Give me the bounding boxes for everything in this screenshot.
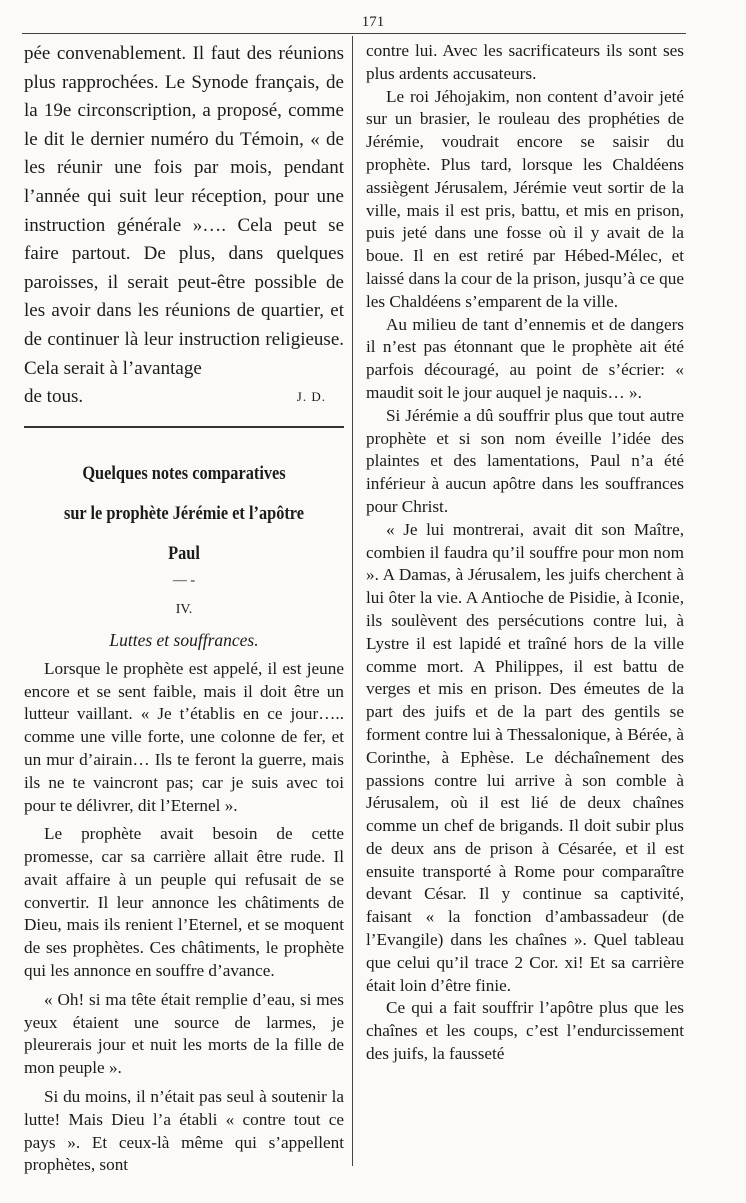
header-rule (22, 33, 686, 34)
title-dash: — - (172, 572, 196, 588)
intro-paragraph: pée convenablement. Il faut des réunions plus rapprochées. Le Synode français, de la 19e circonscription, a proposé, comme le dit le dernier numéro du Témoin, « de les réunir une fois par mois, pendant l’année qui suit leur réception, pour une instruction générale »…. Cela peut se faire partout. De plus, dans quelques paroisses, il serait peut-être possible de les avoir dans les réunions de quartier, et de continuer là leur instruction religieuse. Cela serait à l’avantage (24, 43, 344, 379)
section-number: IV. (175, 601, 193, 617)
closing-line (24, 383, 344, 412)
body-paragraph: Le prophète avait besoin de cette promesse, car sa carrière allait être rude. Il avait affaire à un peuple qui refusait de se convertir. Il leur annonce les châtiments de Dieu, mais ils renient l’Eternel, et se moquent de ses prophètes. Ces châtiments, le prophète qui les annonce en souffre d’avance. (24, 824, 344, 981)
article-title-line-2: sur le prophète Jérémie et l’apôtre Paul (63, 502, 305, 564)
body-paragraph: Ce qui a fait souffrir l’apôtre plus que les chaînes et les coups, c’est l’endurcissement des juifs, la fausseté (366, 998, 684, 1064)
body-paragraph: Si Jérémie a dû souffrir plus que tout autre prophète et si son nom éveille l’idée des plaintes et des lamentations, Paul n’a été inférieur à aucun apôtre dans les souffrances pour Christ. (366, 405, 684, 516)
body-paragraph: Le roi Jéhojakim, non content d’avoir jeté sur un brasier, le rouleau des prophéties de Jérémie, voudrait encore se saisir du prophète. Plus tard, lorsque les Chaldéens assiègent Jérusalem, Jérémie veut sortir de la ville, mais il est pris, battu, et mis en prison, puis jeté dans une fosse où il y avait de la boue. Il en est retiré par Hébed-Mélec, et laissé dans la cour de la prison, jusqu’à ce que les Chaldéens s’emparent de la ville. (366, 86, 684, 311)
body-paragraph: « Oh! si ma tête était remplie d’eau, si mes yeux étaient une source de larmes, je pleurerais jour et nuit les morts de la fille de mon peuple ». (24, 989, 344, 1078)
right-column (366, 40, 684, 1066)
left-column (24, 40, 344, 1177)
column-divider (352, 36, 353, 1166)
article-title-line-1: Quelques notes comparatives (82, 462, 286, 484)
intro-block (24, 40, 344, 412)
section-title: Luttes et souffrances. (109, 629, 259, 650)
article-title (46, 454, 321, 574)
page-number: 171 (361, 14, 385, 30)
signature: J. D. (296, 389, 326, 405)
body-paragraph: « Je lui montrerai, avait dit son Maître, combien il faudra qu’il souffre pour mon nom ». A Damas, à Jérusalem, les juifs cherchent à lui ôter la vie. A Antioche de Pisidie, à Iconie, ils soulèvent des persécutions contre lui, à Lystre il est lapidé et traîné hors de la ville comme mort. A Philippes, il est battu de verges et mis en prison. Des émeutes de la part des juifs et de la part des gentils se forment contre lui à Thessalonique, à Bérée, à Corinthe, à Ephèse. Le déchaînement des passions contre lui arrive à son comble à Jérusalem, où il est lié de deux chaînes comme un chef de brigands. Il doit subir plus de deux ans de prison à Césarée, et il est ensuite transporté à Rome pour comparaître devant César. Il y continue sa captivité, faisant « la fonction d’ambassadeur (de l’Evangile) dans les chaînes ». Quel tableau que celui qu’il trace 2 Cor. xi! Et sa carrière était loin d’être finie. (366, 519, 684, 995)
body-paragraph: Au milieu de tant d’ennemis et de dangers il n’est pas étonnant que le prophète ait été parfois découragé, au point de s’écrier: « maudit soit le jour auquel je naquis… ». (366, 314, 684, 402)
section-divider (24, 426, 344, 428)
closing-text: de tous. (24, 386, 84, 408)
body-paragraph: Lorsque le prophète est appelé, il est jeune encore et se sent faible, mais il doit être un lutteur vaillant. « Je t’établis en ce jour….. comme une ville forte, une colonne de fer, et un mur d’airain… Ils te feront la guerre, mais ils ne te vaincront pas; car je suis avec toi pour te délivrer, dit l’Eternel ». (24, 658, 344, 815)
body-paragraph: contre lui. Avec les sacrificateurs ils sont ses plus ardents accusateurs. (366, 41, 684, 83)
body-paragraph: Si du moins, il n’était pas seul à soutenir la lutte! Mais Dieu l’a établi « contre tout ce pays ». Et ceux-là même qui s’appellent prophètes, sont (24, 1087, 344, 1175)
